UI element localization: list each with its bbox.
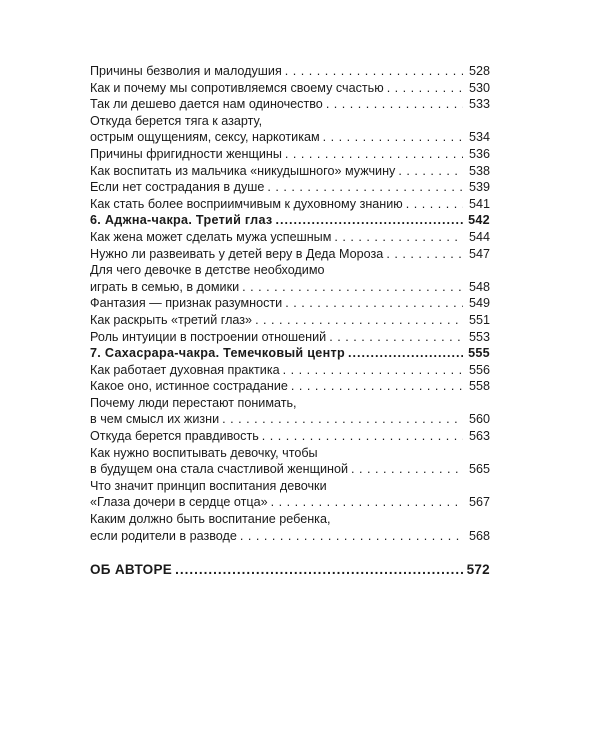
dot-leader: [334, 229, 463, 246]
toc-entry: [90, 395, 490, 428]
toc-entry-title: Причины безволия и малодушия: [90, 64, 282, 78]
toc-entry: [90, 229, 490, 246]
toc-entry: [90, 428, 490, 445]
dot-leader: [348, 345, 463, 362]
dot-leader: [398, 163, 463, 180]
toc-page-number: 558: [468, 379, 490, 394]
toc-entry-title: Роль интуиции в построении отношений: [90, 329, 327, 344]
toc-entry: [90, 312, 490, 329]
dot-leader: [255, 312, 463, 329]
dot-leader: [406, 196, 463, 213]
toc-entry-title: Что значит принцип воспитания девочки: [90, 478, 327, 493]
toc-entry-title: Как стать более восприимчивым к духовному знанию: [90, 196, 403, 211]
dot-leader: [242, 279, 463, 296]
toc-entry: [90, 63, 490, 80]
toc-page-number: 538: [468, 163, 490, 178]
toc-page-number: 565: [468, 462, 490, 477]
toc-entry-title: Для чего девочке в детстве необходимо: [90, 263, 325, 278]
dot-leader: [285, 146, 463, 163]
dot-leader: [275, 212, 463, 229]
toc-page-number: 553: [468, 329, 490, 344]
toc-entry-title: Если нет сострадания в душе: [90, 180, 265, 195]
toc-entry: [90, 478, 490, 511]
toc-entry-title: Как жена может сделать мужа успешным: [90, 229, 332, 244]
toc-entry: [90, 196, 490, 213]
toc-entry-title: Причины фригидности женщины: [90, 146, 282, 161]
dot-leader: [386, 246, 463, 263]
toc-page-number: 544: [468, 229, 490, 244]
toc-entry: [90, 96, 490, 113]
dot-leader: [240, 528, 463, 545]
dot-leader: [285, 63, 463, 80]
toc-page-number: 572: [466, 562, 490, 578]
toc-entry: [90, 329, 490, 346]
toc-entry: [90, 80, 490, 97]
toc-entry-title: если родители в разводе: [90, 528, 237, 543]
toc-section-heading: [90, 562, 490, 579]
toc-section-heading: [90, 212, 490, 229]
dot-leader: [271, 494, 463, 511]
toc-entry-title: Как раскрыть «третий глаз»: [90, 312, 253, 327]
toc-page-number: 568: [468, 528, 490, 543]
toc-page-number: 547: [468, 246, 490, 261]
dot-leader: [267, 179, 463, 196]
toc-entry-title: «Глаза дочери в сердце отца»: [90, 495, 268, 510]
dot-leader: [329, 329, 463, 346]
toc-entry-title: Какое оно, истинное сострадание: [90, 379, 288, 394]
toc-section-heading: [90, 345, 490, 362]
toc-page-number: 567: [468, 495, 490, 510]
toc-entry: [90, 179, 490, 196]
toc-page-number: 530: [468, 80, 490, 95]
dot-leader: [222, 411, 463, 428]
toc-page-number: 563: [468, 429, 490, 444]
dot-leader: [387, 80, 463, 97]
toc-entry-title: играть в семью, в домики: [90, 279, 240, 294]
toc-page-number: 533: [468, 97, 490, 112]
toc-entry-title: Нужно ли развеивать у детей веру в Деда Мороза: [90, 246, 384, 261]
toc-entry-title: Фантазия — признак разумности: [90, 296, 283, 311]
toc-entry: [90, 146, 490, 163]
toc-entry: [90, 445, 490, 478]
dot-leader: [175, 562, 463, 579]
toc-page-number: 534: [468, 130, 490, 145]
toc-entry-title: в чем смысл их жизни: [90, 412, 220, 427]
toc-entry: [90, 113, 490, 146]
toc-page-number: 560: [468, 412, 490, 427]
dot-leader: [323, 129, 463, 146]
toc-page-number: 555: [468, 346, 490, 361]
toc-page-number: 536: [468, 146, 490, 161]
toc-page-number: 549: [468, 296, 490, 311]
toc-entry-title: Откуда берется правдивость: [90, 429, 259, 444]
toc-entry-title: Так ли дешево дается нам одиночество: [90, 97, 323, 112]
toc-entry-title: 6. Аджна-чакра. Третий глаз: [90, 213, 273, 228]
dot-leader: [351, 461, 463, 478]
toc-page-number: 548: [468, 279, 490, 294]
toc-entry: [90, 295, 490, 312]
toc-entry: [90, 163, 490, 180]
toc-entry: [90, 511, 490, 544]
toc-entry: [90, 262, 490, 295]
toc-page-number: 542: [468, 213, 490, 228]
toc-entry-title: Как работает духовная практика: [90, 362, 280, 377]
toc-entry-title: 7. Сахасрара-чакра. Темечковый центр: [90, 346, 345, 361]
toc-page-number: 556: [468, 362, 490, 377]
dot-leader: [262, 428, 463, 445]
toc-entry-title: Как и почему мы сопротивляемся своему счастью: [90, 80, 384, 95]
toc-entry-title: Почему люди перестают понимать,: [90, 395, 297, 410]
toc-entry: [90, 246, 490, 263]
toc-entry: [90, 362, 490, 379]
toc-entry-title: Каким должно быть воспитание ребенка,: [90, 512, 331, 527]
toc-entry-title: Откуда берется тяга к азарту,: [90, 113, 263, 128]
toc-page-number: 541: [468, 196, 490, 211]
toc-page-number: 539: [468, 180, 490, 195]
toc-entry-title: острым ощущениям, сексу, наркотикам: [90, 130, 320, 145]
toc-entry-title: ОБ АВТОРЕ: [90, 562, 173, 578]
table-of-contents: [90, 63, 490, 579]
dot-leader: [326, 96, 463, 113]
dot-leader: [291, 378, 463, 395]
toc-entry-title: Как воспитать из мальчика «никудышного» мужчину: [90, 163, 396, 178]
toc-entry-title: Как нужно воспитывать девочку, чтобы: [90, 445, 318, 460]
dot-leader: [283, 362, 463, 379]
toc-entry-title: в будущем она стала счастливой женщиной: [90, 462, 349, 477]
toc-page-number: 528: [468, 64, 490, 78]
toc-page-number: 551: [468, 312, 490, 327]
toc-entry: [90, 378, 490, 395]
dot-leader: [285, 295, 463, 312]
